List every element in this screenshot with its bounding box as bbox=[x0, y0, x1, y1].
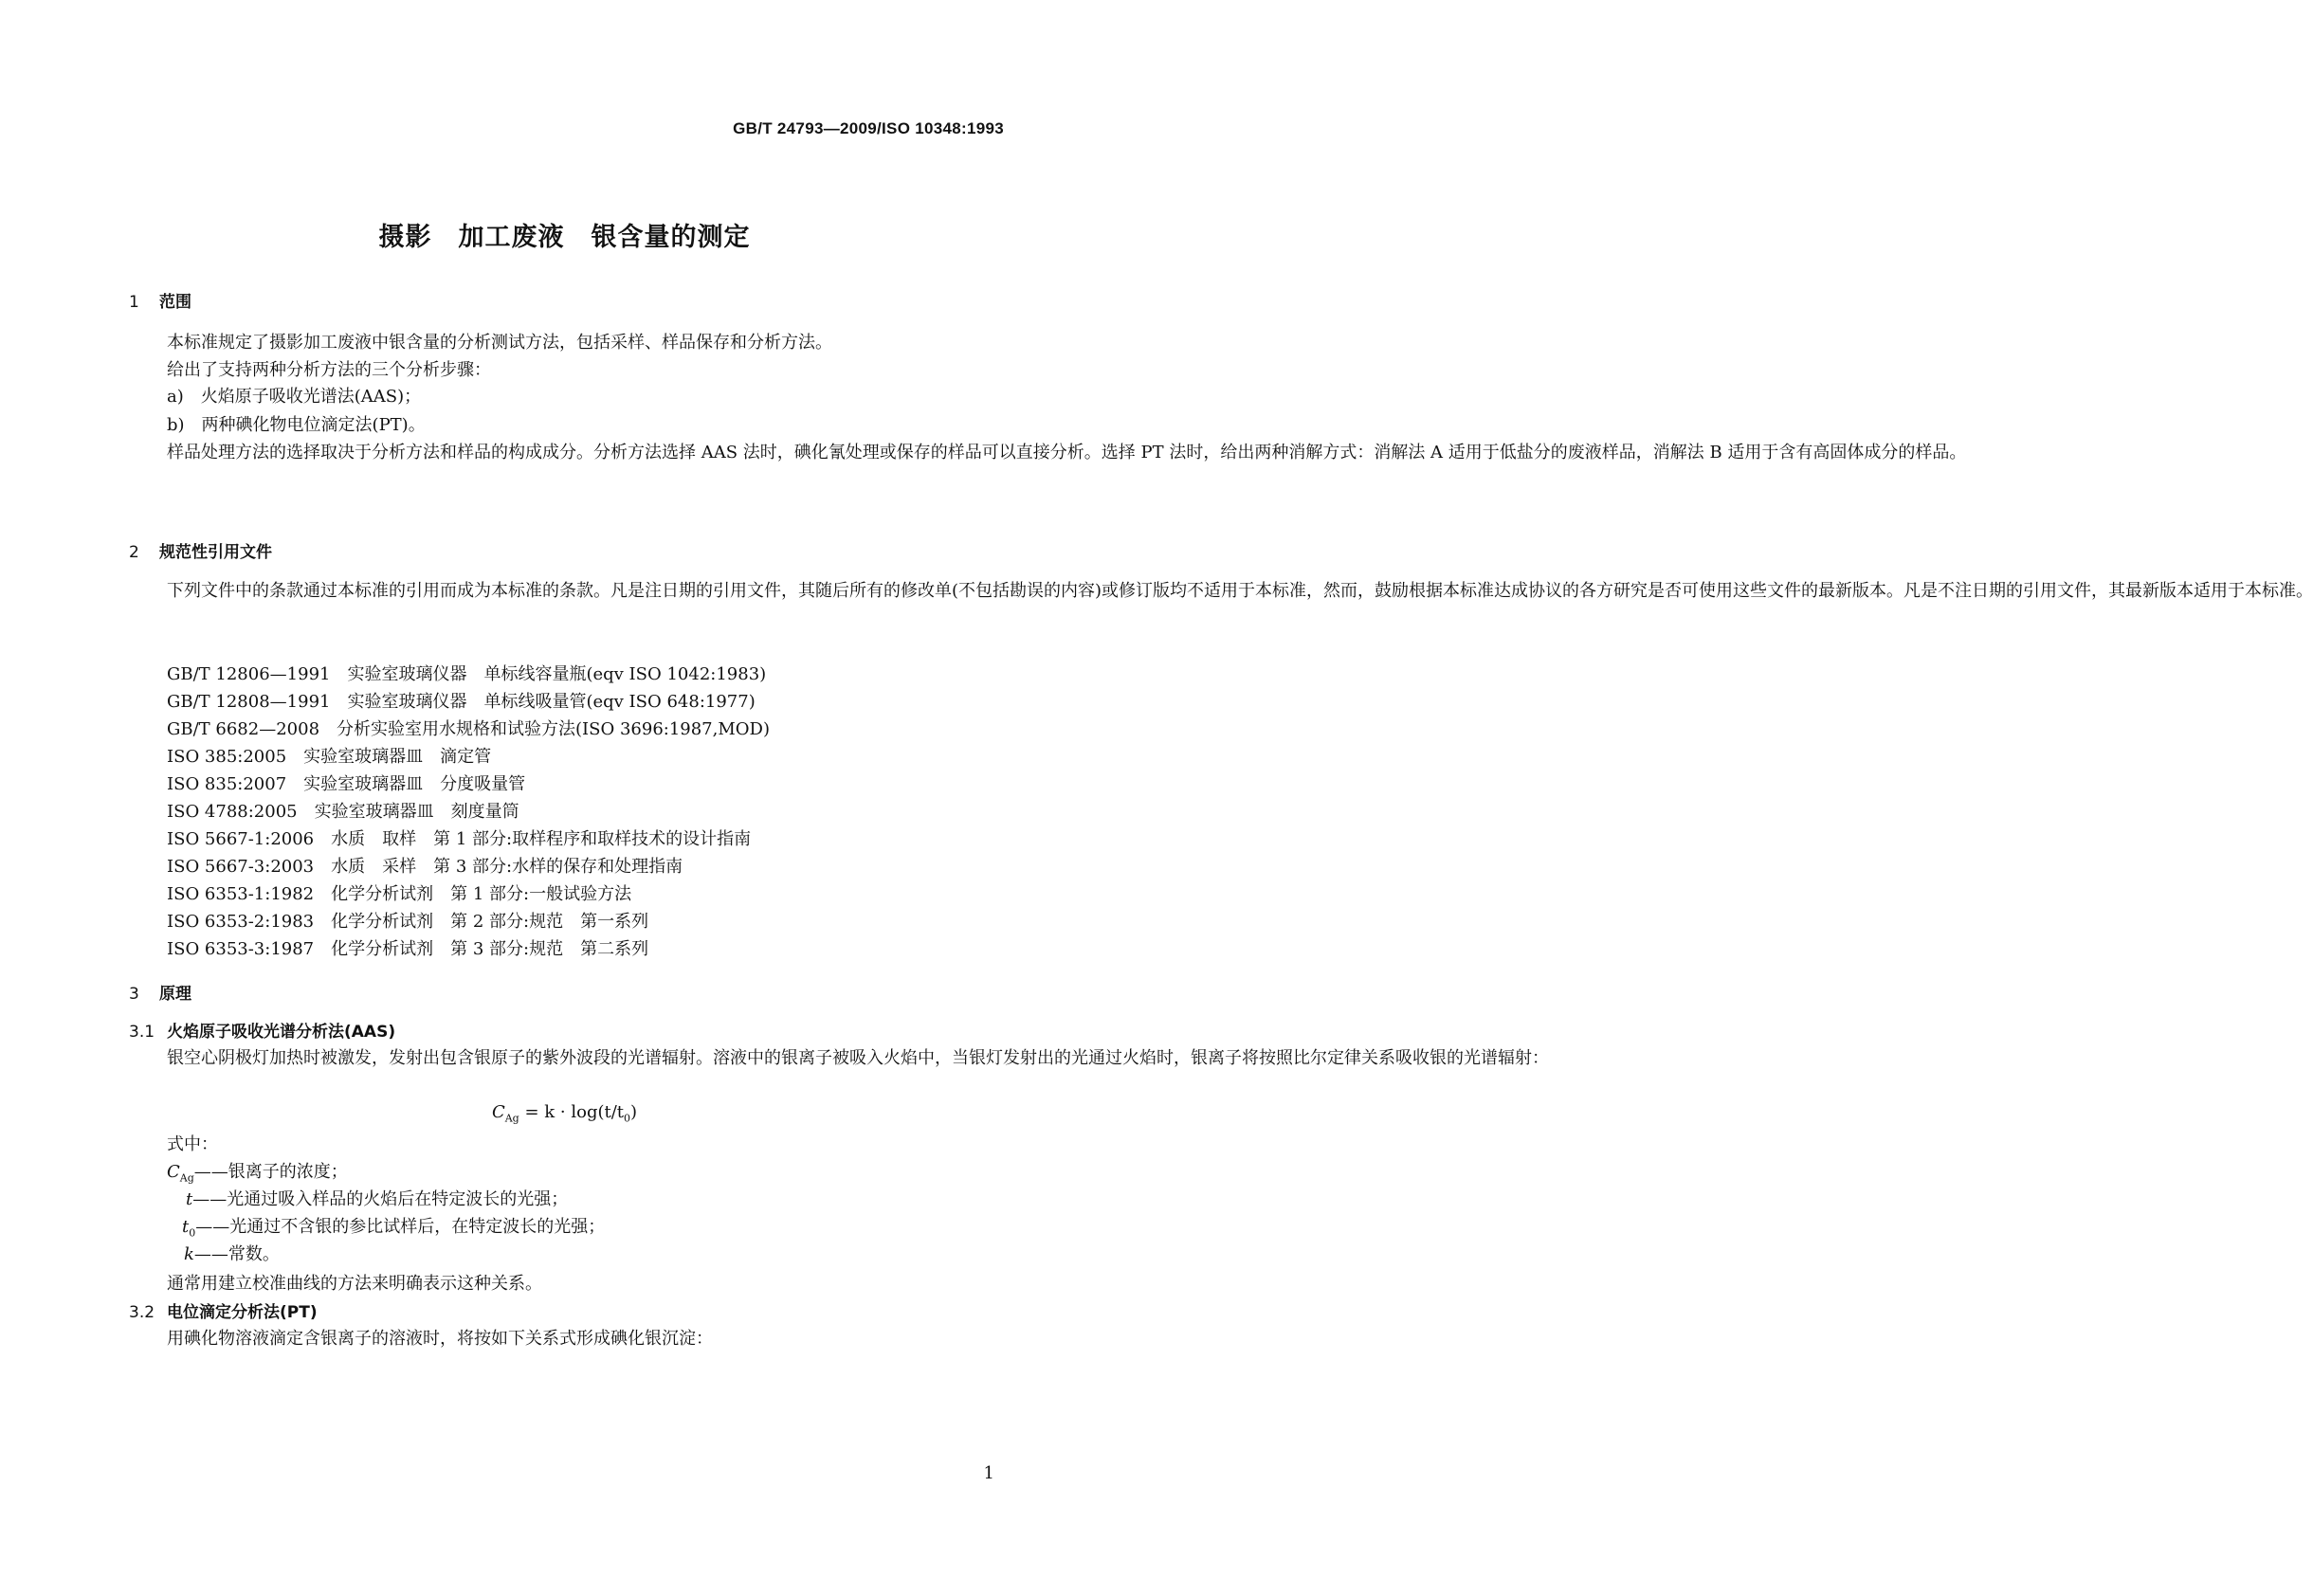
section-1-paragraph-3: 样品处理方法的选择取决于分析方法和样品的构成成分。分析方法选择 AAS 法时，碘化氰处理或保存的样品可以直接分析。选择 PT 法时，给出两种消解方式：消解法 A 适用于低盐分的废液样品，消解法 B 适用于含有高固体成分的样品。 bbox=[167, 443, 1967, 462]
section-2-number: 2 bbox=[129, 543, 139, 562]
variable-symbol: C bbox=[167, 1162, 180, 1182]
subsection-3-1-title: 火焰原子吸收光谱分析法(AAS) bbox=[167, 1023, 396, 1042]
section-2-heading bbox=[129, 538, 272, 562]
variable-definition bbox=[167, 1158, 348, 1185]
standard-code-header: GB/T 24793—2009/ISO 10348:1993 bbox=[733, 119, 1004, 137]
normative-reference: ISO 5667-3:2003 水质 采样 第 3 部分:水样的保存和处理指南 bbox=[167, 857, 683, 877]
formula-rhs: = k · log(t/t bbox=[524, 1102, 625, 1122]
section-1-paragraph-2: 给出了支持两种分析方法的三个分析步骤： bbox=[167, 360, 491, 380]
subsection-3-2-number: 3.2 bbox=[129, 1303, 155, 1322]
variable-symbol: t bbox=[182, 1217, 190, 1237]
section-3-title: 原理 bbox=[159, 985, 191, 1004]
variable-description: ——光通过吸入样品的火焰后在特定波长的光强； bbox=[192, 1189, 569, 1209]
variable-definition bbox=[184, 1241, 280, 1265]
page-number: 1 bbox=[983, 1463, 994, 1483]
normative-reference: GB/T 12806—1991 实验室玻璃仪器 单标线容量瓶(eqv ISO 1042:1983) bbox=[167, 664, 767, 684]
normative-reference: ISO 6353-3:1987 化学分析试剂 第 3 部分:规范 第二系列 bbox=[167, 939, 649, 959]
variable-subscript: 0 bbox=[189, 1226, 196, 1240]
variable-description: ——常数。 bbox=[193, 1244, 280, 1264]
variable-subscript: Ag bbox=[179, 1171, 194, 1185]
subsection-3-1-paragraph-1: 银空心阴极灯加热时被激发，发射出包含银原子的紫外波段的光谱辐射。溶液中的银离子被吸入火焰中，当银灯发射出的光通过火焰时，银离子将按照比尔定律关系吸收银的光谱辐射： bbox=[167, 1048, 1549, 1068]
section-1-title: 范围 bbox=[159, 293, 191, 312]
section-2-title: 规范性引用文件 bbox=[159, 543, 272, 562]
normative-reference: GB/T 12808—1991 实验室玻璃仪器 单标线吸量管(eqv ISO 648:1977) bbox=[167, 692, 756, 712]
formula-rhs-subscript: 0 bbox=[624, 1112, 631, 1125]
normative-reference: ISO 835:2007 实验室玻璃器皿 分度吸量管 bbox=[167, 774, 526, 794]
variable-definition bbox=[182, 1213, 605, 1240]
subsection-3-1-number: 3.1 bbox=[129, 1023, 155, 1042]
section-1-heading bbox=[129, 288, 191, 312]
variable-description: ——光通过不含银的参比试样后，在特定波长的光强； bbox=[195, 1217, 606, 1237]
section-1-paragraph-1: 本标准规定了摄影加工废液中银含量的分析测试方法，包括采样、样品保存和分析方法。 bbox=[167, 333, 832, 353]
subsection-3-2-title: 电位滴定分析法(PT) bbox=[167, 1303, 318, 1322]
normative-reference: ISO 385:2005 实验室玻璃器皿 滴定管 bbox=[167, 747, 492, 767]
variable-symbol: t bbox=[186, 1189, 193, 1209]
section-2-paragraph-1: 下列文件中的条款通过本标准的引用而成为本标准的条款。凡是注日期的引用文件，其随后所有的修改单(不包括勘误的内容)或修订版均不适用于本标准，然而，鼓励根据本标准达成协议的各方研究是否可使用这些文件的最新版本。凡是不注日期的引用文件，其最新版本适用于本标准。 bbox=[167, 581, 2313, 601]
subsection-3-1-heading bbox=[129, 1018, 395, 1042]
subsection-3-2-paragraph-1: 用碘化物溶液滴定含银离子的溶液时，将按如下关系式形成碘化银沉淀： bbox=[167, 1329, 713, 1349]
section-3-number: 3 bbox=[129, 985, 139, 1004]
formula-lhs-subscript: Ag bbox=[504, 1112, 519, 1125]
variable-symbol: k bbox=[184, 1244, 194, 1264]
section-3-heading bbox=[129, 980, 191, 1004]
where-label: 式中： bbox=[167, 1134, 218, 1154]
variable-description: ——银离子的浓度； bbox=[193, 1162, 348, 1182]
normative-reference: ISO 6353-1:1982 化学分析试剂 第 1 部分:一般试验方法 bbox=[167, 884, 632, 904]
normative-reference: ISO 5667-1:2006 水质 取样 第 1 部分:取样程序和取样技术的设计指南 bbox=[167, 829, 752, 849]
section-1-item-a: a) 火焰原子吸收光谱法(AAS)； bbox=[167, 387, 422, 407]
normative-reference: ISO 6353-2:1983 化学分析试剂 第 2 部分:规范 第一系列 bbox=[167, 912, 649, 932]
formula-lhs: C bbox=[491, 1102, 505, 1122]
section-1-number: 1 bbox=[129, 293, 139, 312]
normative-reference: ISO 4788:2005 实验室玻璃器皿 刻度量筒 bbox=[167, 802, 519, 822]
beer-law-formula bbox=[0, 1102, 1129, 1125]
subsection-3-2-heading bbox=[129, 1298, 318, 1322]
normative-reference: GB/T 6682—2008 分析实验室用水规格和试验方法(ISO 3696:1987,MOD) bbox=[167, 719, 771, 739]
document-title: 摄影 加工废液 银含量的测定 bbox=[378, 223, 751, 252]
subsection-3-1-paragraph-2: 通常用建立校准曲线的方法来明确表示这种关系。 bbox=[167, 1274, 542, 1294]
formula-end: ) bbox=[630, 1102, 638, 1122]
section-1-item-b: b) 两种碘化物电位滴定法(PT)。 bbox=[167, 415, 426, 435]
variable-definition bbox=[186, 1186, 568, 1210]
